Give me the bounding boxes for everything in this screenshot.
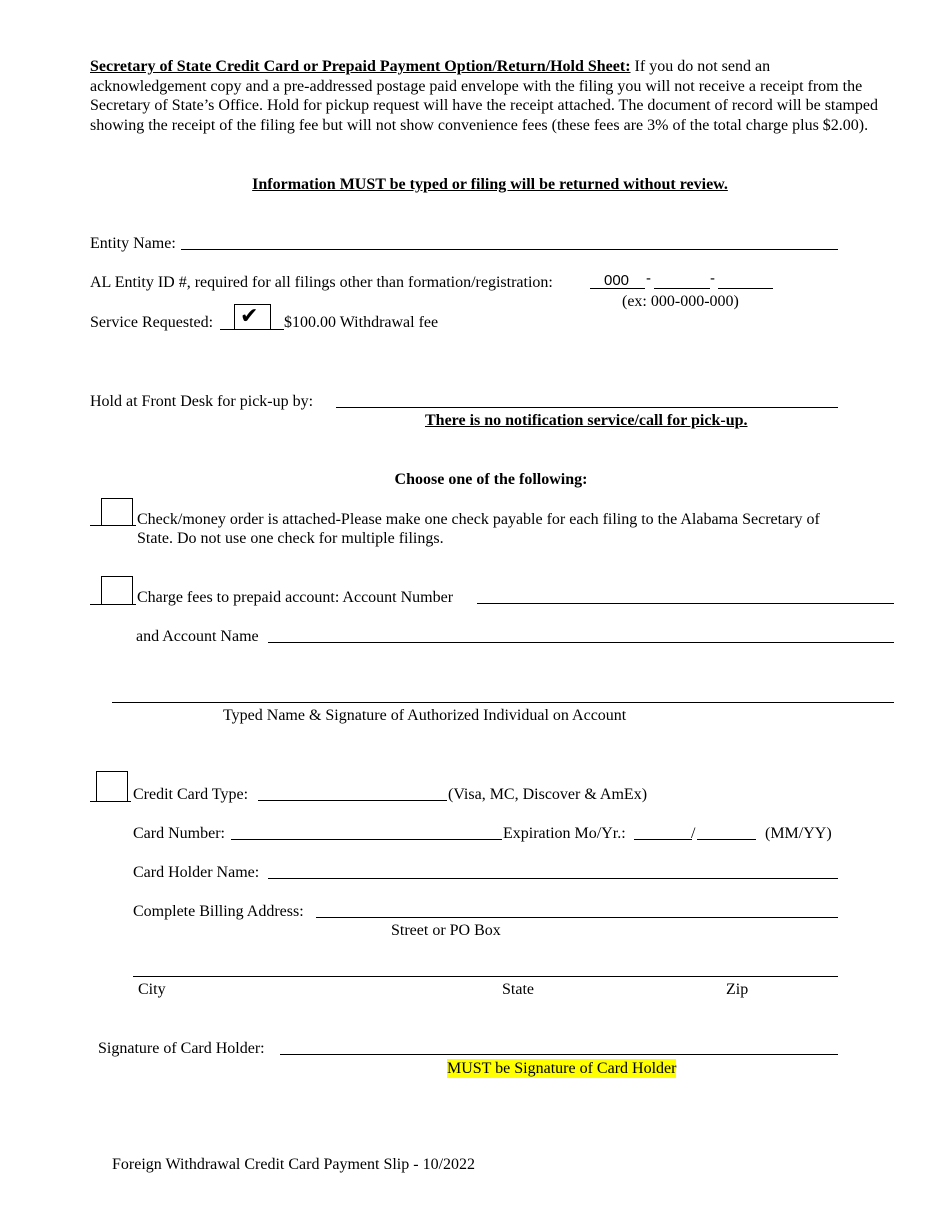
authorized-signature-field[interactable]: [112, 702, 894, 703]
account-name-field[interactable]: [268, 642, 894, 643]
entity-id-label: AL Entity ID #, required for all filings other than formation/registration:: [90, 274, 553, 291]
zip-caption: Zip: [726, 981, 749, 998]
expiration-month-field[interactable]: [634, 839, 692, 840]
entity-id-part2-field[interactable]: [654, 288, 710, 289]
cardholder-signature-note: MUST be Signature of Card Holder: [447, 1060, 677, 1077]
choose-heading: Choose one of the following:: [394, 471, 588, 488]
option-check-line2: State. Do not use one check for multiple filings.: [137, 530, 444, 547]
entity-id-example: (ex: 000-000-000): [622, 293, 739, 310]
entity-id-part3-field[interactable]: [718, 288, 773, 289]
entity-id-dash-2: -: [710, 270, 715, 287]
account-number-field[interactable]: [477, 603, 894, 604]
intro-body: If you do not send an acknowledgement copy and a pre-addressed postage paid envelope with the filing you will not receive a receipt from the Secretary of State’s Office. Hold for pickup request will have the receipt attached. The document of record will be stamped showing the receipt of the filing fee but will not show convenience fees (these fees are 3% of the total charge plus $2.00).: [90, 58, 879, 134]
hold-pickup-field[interactable]: [336, 407, 838, 408]
state-caption: State: [502, 981, 534, 998]
card-type-hint: (Visa, MC, Discover & AmEx): [448, 786, 648, 803]
account-name-label: and Account Name: [136, 628, 259, 645]
card-number-label: Card Number:: [133, 825, 225, 842]
typed-notice: Information MUST be typed or filing will be returned without review.: [252, 176, 728, 193]
city-caption: City: [138, 981, 166, 998]
authorized-signature-caption: Typed Name & Signature of Authorized Individual on Account: [223, 707, 627, 724]
option-prepaid-checkbox[interactable]: [101, 576, 133, 605]
option-credit-checkbox[interactable]: [96, 771, 128, 802]
expiration-label: Expiration Mo/Yr.:: [503, 825, 626, 842]
check-mark-icon: ✔: [240, 304, 259, 329]
entity-name-label: Entity Name:: [90, 235, 176, 252]
service-label: Service Requested:: [90, 314, 214, 331]
footer-text: Foreign Withdrawal Credit Card Payment Slip - 10/2022: [112, 1156, 476, 1173]
street-caption: Street or PO Box: [391, 922, 501, 939]
hold-note: There is no notification service/call for pick-up.: [425, 412, 748, 429]
expiration-separator: /: [691, 825, 696, 842]
card-number-field[interactable]: [231, 839, 502, 840]
entity-name-field[interactable]: [181, 249, 838, 250]
expiration-hint: (MM/YY): [765, 825, 832, 842]
hold-label: Hold at Front Desk for pick-up by:: [90, 393, 314, 410]
entity-id-dash-1: -: [646, 270, 651, 287]
intro-heading: Secretary of State Credit Card or Prepaid Payment Option/Return/Hold Sheet:: [90, 58, 631, 75]
billing-address-label: Complete Billing Address:: [133, 903, 304, 920]
holder-name-label: Card Holder Name:: [133, 864, 260, 881]
card-type-label: Credit Card Type:: [133, 786, 249, 803]
service-fee-text: $100.00 Withdrawal fee: [284, 314, 439, 331]
option-check-checkbox[interactable]: [101, 498, 133, 526]
billing-street-field[interactable]: [316, 917, 838, 918]
holder-name-field[interactable]: [268, 878, 838, 879]
expiration-year-field[interactable]: [697, 839, 756, 840]
card-type-field[interactable]: [258, 800, 447, 801]
entity-id-part1-value: 000: [604, 272, 630, 289]
intro-paragraph: [90, 57, 890, 135]
cardholder-signature-label: Signature of Card Holder:: [98, 1040, 265, 1057]
account-number-label: Charge fees to prepaid account: Account Number: [137, 589, 454, 606]
option-check-line1: Check/money order is attached-Please make one check payable for each filing to the Alabama Secretary of: [137, 511, 820, 528]
billing-city-state-zip-field[interactable]: [133, 976, 838, 977]
cardholder-signature-field[interactable]: [280, 1054, 838, 1055]
